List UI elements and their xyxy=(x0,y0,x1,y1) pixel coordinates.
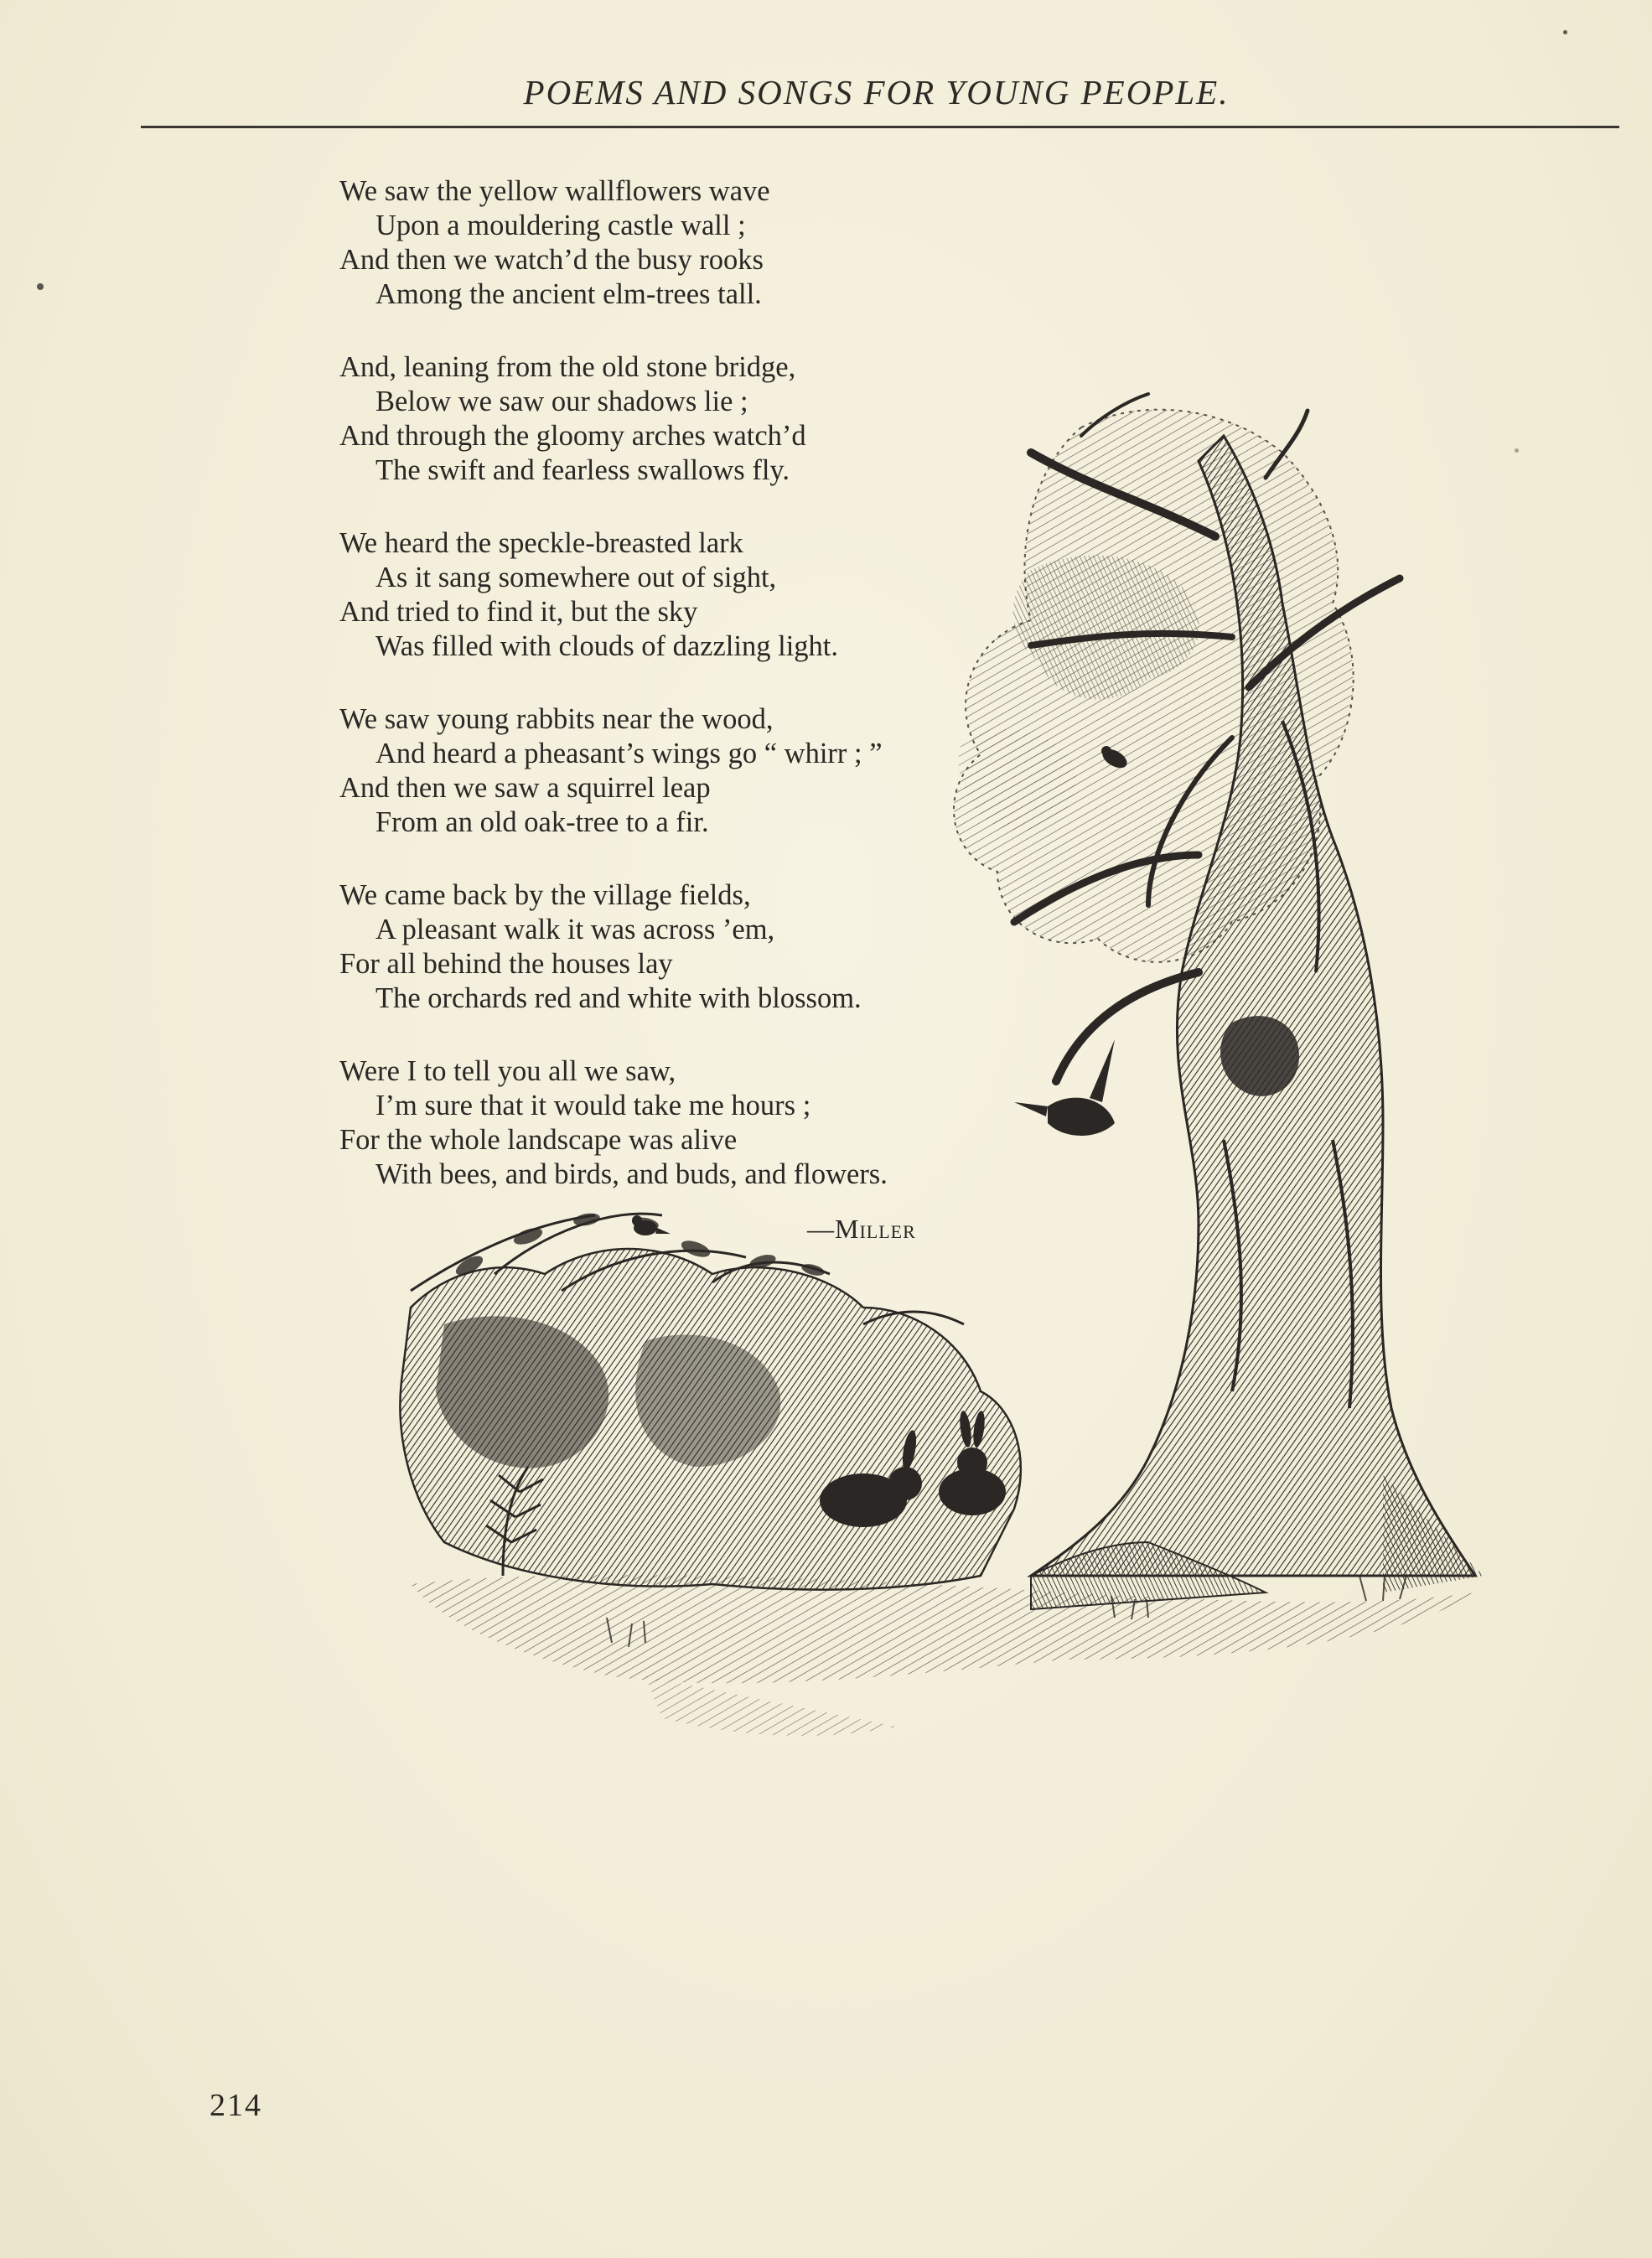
ground-grass xyxy=(411,1575,1475,1736)
poem-line: For all behind the houses lay xyxy=(339,948,673,980)
poem-line: Below we saw our shadows lie ; xyxy=(375,386,748,417)
poem-line: Among the ancient elm-trees tall. xyxy=(375,278,762,310)
scan-speck xyxy=(1563,30,1567,34)
poem-line: And then we watch’d the busy rooks xyxy=(339,244,764,276)
poem-line: Upon a mouldering castle wall ; xyxy=(375,210,746,241)
poem-line: A pleasant walk it was across ’em, xyxy=(375,914,775,945)
poem-line: For the whole landscape was alive xyxy=(339,1124,738,1156)
running-title: POEMS AND SONGS FOR YOUNG PEOPLE. xyxy=(523,73,1230,111)
poem-line: We saw young rabbits near the wood, xyxy=(339,703,774,735)
running-head xyxy=(0,72,1652,112)
header-rule xyxy=(141,126,1619,128)
scan-speck xyxy=(1515,448,1519,453)
poem-line: And, leaning from the old stone bridge, xyxy=(339,351,796,383)
poem-attribution xyxy=(807,1214,916,1245)
stanza xyxy=(339,702,1094,840)
stanza xyxy=(339,350,1094,488)
poem-line: Were I to tell you all we saw, xyxy=(339,1055,676,1087)
poem-line: With bees, and birds, and buds, and flowers. xyxy=(375,1158,888,1190)
poem-line: As it sang somewhere out of sight, xyxy=(375,562,777,593)
poem-line: From an old oak-tree to a fir. xyxy=(375,806,709,838)
poem-line: The swift and fearless swallows fly. xyxy=(375,454,790,486)
poem-line: We came back by the village fields, xyxy=(339,879,751,911)
stanza xyxy=(339,526,1094,664)
poem-line: The orchards red and white with blossom. xyxy=(375,982,862,1014)
poem xyxy=(339,174,1094,1230)
poem-line: We heard the speckle-breasted lark xyxy=(339,527,743,559)
poem-line: I’m sure that it would take me hours ; xyxy=(375,1090,811,1121)
attribution-dash: — xyxy=(807,1214,835,1244)
scan-speck xyxy=(37,283,44,290)
poem-line: We saw the yellow wallflowers wave xyxy=(339,175,770,207)
poem-line: And then we saw a squirrel leap xyxy=(339,772,711,804)
hedge-bush xyxy=(400,1249,1020,1590)
poem-line: And heard a pheasant’s wings go “ whirr ; ” xyxy=(375,738,883,769)
page-number: 214 xyxy=(210,2088,262,2123)
poem-line: Was filled with clouds of dazzling light. xyxy=(375,630,838,662)
poem-line: And tried to find it, but the sky xyxy=(339,596,698,628)
stanza xyxy=(339,878,1094,1016)
stanza xyxy=(339,1054,1094,1192)
author-name: Miller xyxy=(835,1214,916,1244)
stanza xyxy=(339,174,1094,312)
poem-line: And through the gloomy arches watch’d xyxy=(339,420,806,452)
